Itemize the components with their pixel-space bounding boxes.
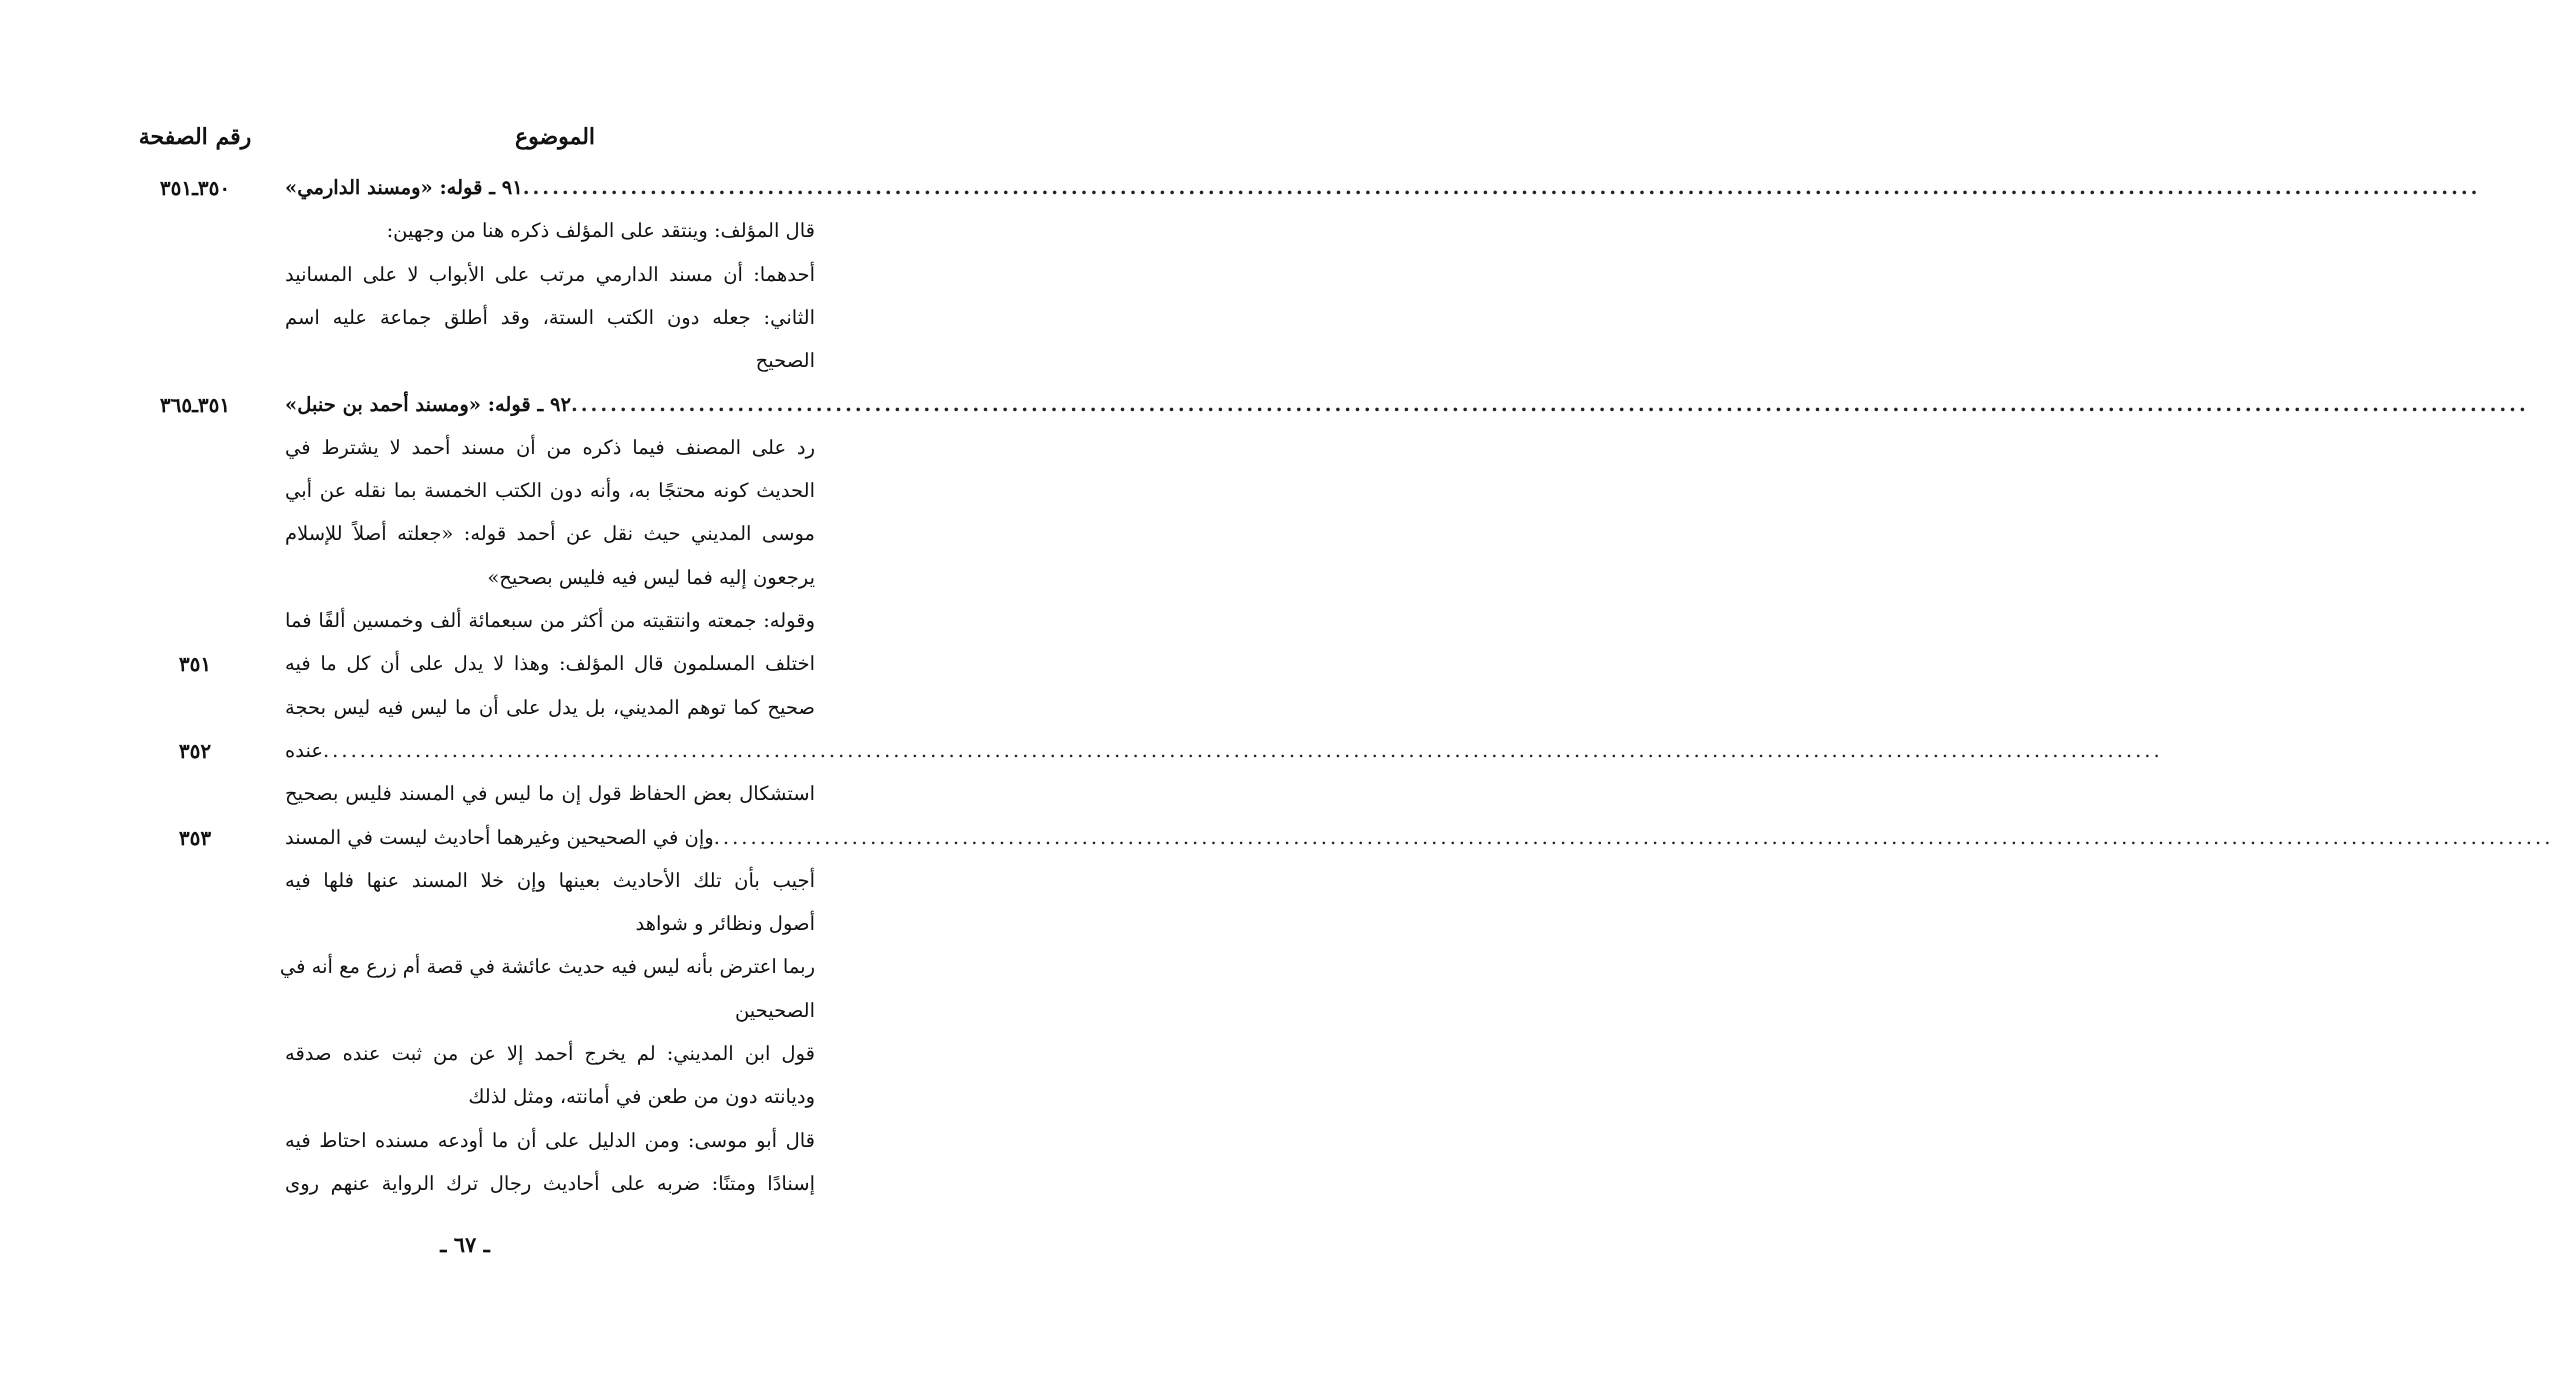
index-entry (140, 818, 2553, 858)
entry-text-content: عنده (285, 738, 323, 762)
entry-text (285, 168, 2481, 208)
column-header-topic: الموضوع (514, 124, 596, 150)
index-entry (140, 514, 815, 554)
entry-page-number: ٣٥٢ (178, 738, 212, 763)
entry-text: يرجعون إليه فما ليس فيه فليس بصحيح» (487, 565, 815, 589)
entry-text: ربما اعترض بأنه ليس فيه حديث عائشة في قصة أم زرع مع أنه في (279, 955, 815, 979)
entry-page-number: ٣٥٣ (178, 825, 212, 850)
entry-text: إسنادًا ومتنًا: ضربه على أحاديث رجال ترك الرواية عنهم روى (285, 1171, 815, 1195)
dot-leader: ........................................................................................................................................................................................................ (713, 825, 2553, 849)
dot-leader: ........................................................................................................................................................................................................ (322, 738, 2163, 762)
entry-text: قال أبو موسى: ومن الدليل على أن ما أودعه مسنده احتاط فيه (285, 1128, 815, 1152)
entry-page-number: ٣٥١ (178, 652, 212, 677)
index-entry (140, 601, 815, 641)
entry-text: صحيح كما توهم المديني، بل يدل على أن ما ليس فيه ليس بحجة (285, 695, 815, 719)
index-entry (140, 428, 815, 468)
index-entry (140, 341, 815, 381)
entry-text-content: ٩١ ـ قوله: «ومسند الدارمي» (285, 176, 523, 199)
index-entry (140, 255, 815, 295)
entry-text-content: ٩٢ ـ قوله: «ومسند أحمد بن حنبل» (285, 392, 571, 416)
page-folio: ـ ٦٧ ـ (440, 1232, 490, 1257)
entry-text: أجيب بأن تلك الأحاديث بعينها وإن خلا المسند عنها فلها فيه (285, 868, 815, 892)
index-entry (140, 1164, 815, 1204)
index-entry (140, 1077, 815, 1117)
index-entry (140, 471, 815, 511)
entry-text: وقوله: جمعته وانتقيته من أكثر من سبعمائة ألف وخمسين ألفًا فما (285, 609, 815, 632)
entry-page-number: ٣٥٠ـ٣٥١ (159, 176, 231, 200)
entry-text (285, 731, 2163, 771)
index-entry (140, 991, 815, 1031)
index-entry (140, 644, 815, 684)
index-entry (140, 558, 815, 598)
index-entry (140, 211, 815, 251)
entry-text: أحدهما: أن مسند الدارمي مرتب على الأبواب لا على المسانيد (285, 262, 815, 286)
column-header-page-number: رقم الصفحة (138, 124, 252, 150)
index-entry (140, 774, 815, 814)
index-entry (140, 1034, 815, 1074)
index-entry (140, 1121, 815, 1161)
entry-text: أصول ونظائر و شواهد (635, 912, 815, 936)
entry-text (285, 385, 2529, 425)
dot-leader: ........................................................................................................................................................................................................ (570, 392, 2529, 416)
index-entry (140, 168, 2481, 208)
entry-text: الصحيحين (734, 998, 815, 1022)
entry-text: وديانته دون من طعن في أمانته، ومثل لذلك (468, 1085, 815, 1109)
entry-text: الصحيح (755, 349, 815, 373)
index-entry (140, 385, 2529, 425)
entry-text: الحديث كونه محتجًا به، وأنه دون الكتب الخمسة بما نقله عن أبي (285, 479, 815, 503)
index-entry (140, 688, 815, 728)
entry-text: اختلف المسلمون قال المؤلف: وهذا لا يدل على أن كل ما فيه (285, 652, 815, 676)
index-entry (140, 298, 815, 338)
entry-page-number: ٣٥١ـ٣٦٥ (159, 392, 231, 417)
entry-text: الثاني: جعله دون الكتب الستة، وقد أطلق جماعة عليه اسم (285, 305, 815, 329)
index-entry (140, 731, 2163, 771)
entry-text: استشكال بعض الحفاظ قول إن ما ليس في المسند فليس بصحيح (285, 782, 815, 806)
entry-text: قال المؤلف: وينتقد على المؤلف ذكره هنا من وجهين: (386, 219, 815, 243)
entry-text: رد على المصنف فيما ذكره من أن مسند أحمد لا يشترط في (285, 435, 815, 459)
index-entry (140, 861, 815, 901)
entry-text: موسى المديني حيث نقل عن أحمد قوله: «جعلته أصلاً للإسلام (285, 522, 815, 546)
index-entry (140, 947, 815, 987)
dot-leader: ........................................................................................................................................................................................................ (522, 176, 2481, 199)
entry-text: قول ابن المديني: لم يخرج أحمد إلا عن من ثبت عنده صدقه (285, 1042, 815, 1065)
entry-text (285, 818, 2553, 858)
index-entry (140, 904, 815, 944)
entry-text-content: وإن في الصحيحين وغيرهما أحاديث ليست في المسند (285, 825, 714, 849)
